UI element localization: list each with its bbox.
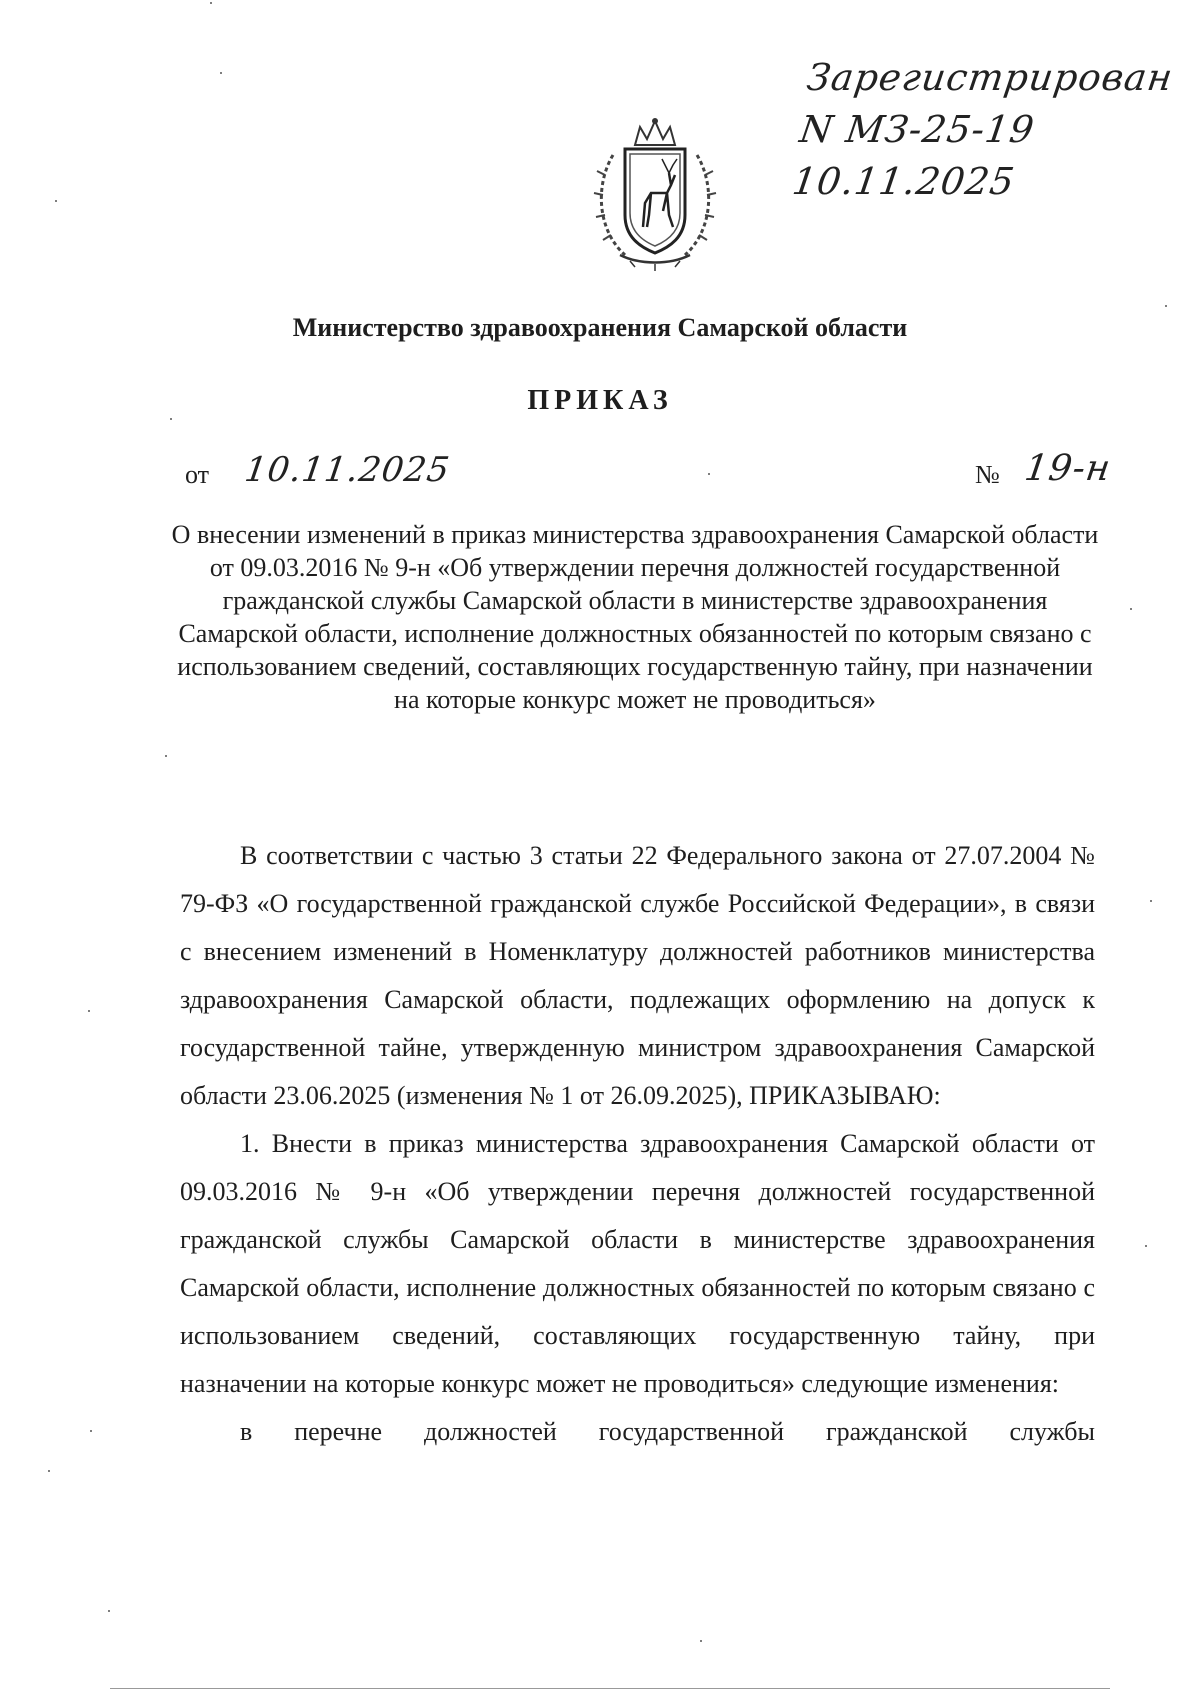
scan-speck	[220, 72, 222, 74]
scan-speck	[170, 418, 172, 420]
coat-of-arms-icon	[585, 115, 725, 275]
registration-number: N МЗ-25-19	[797, 108, 1038, 151]
scan-speck	[165, 755, 167, 757]
registration-stamp	[789, 52, 1176, 208]
body-paragraph-3: в перечне должностей государственной гражданской службы	[240, 1417, 1095, 1446]
date-prefix-label: от	[185, 460, 210, 489]
body-paragraph-2: 1. Внести в приказ министерства здравоохранения Самарской области от 09.03.2016 № 9-н «Об утверждении перечня должностей государственной гражданской службы Самарской области в министерстве здравоохранения Самарской области, исполнение должностных обязанностей по которым связано с использованием сведений, составляющих государственную тайну, при назначении на которые конкурс может не проводиться» следующие изменения:	[180, 1129, 1095, 1398]
registration-date: 10.11.2025	[789, 160, 1018, 203]
scan-speck	[700, 1640, 702, 1642]
order-subject: О внесении изменений в приказ министерства здравоохранения Самарской области от 09.03.2016 № 9-н «Об утверждении перечня должностей государственной гражданской службы Самарской области в министерстве здравоохранения Самарской области, исполнение должностных обязанностей по которым связано с использованием сведений, составляющих государственную тайну, при назначении на которые конкурс может не проводиться»	[171, 520, 1099, 714]
scan-speck	[708, 473, 710, 475]
order-body	[180, 832, 1095, 1456]
scan-speck	[1145, 1245, 1147, 1247]
document-type-heading: ПРИКАЗ	[527, 385, 673, 416]
scan-speck	[1130, 608, 1132, 610]
body-paragraph-1: В соответствии с частью 3 статьи 22 Федерального закона от 27.07.2004 № 79-ФЗ «О государственной гражданской службе Российской Федерации», в связи с внесением изменений в Номенклатуру должностей работников министерства здравоохранения Самарской области, подлежащих оформлению на допуск к государственной тайне, утвержденную министром здравоохранения Самарской области 23.06.2025 (изменения № 1 от 26.09.2025), ПРИКАЗЫВАЮ:	[180, 841, 1095, 1110]
scan-speck	[1165, 305, 1167, 307]
scan-speck	[55, 200, 57, 202]
number-prefix-label: №	[975, 460, 1000, 489]
scan-bottom-edge	[110, 1688, 1110, 1689]
scan-speck	[108, 1610, 110, 1612]
order-date: 10.11.2025	[242, 450, 453, 490]
scan-speck	[48, 1470, 50, 1472]
scan-speck	[1150, 900, 1152, 902]
scan-speck	[90, 1430, 92, 1432]
scan-speck	[210, 2, 212, 4]
scan-speck	[88, 1010, 90, 1012]
order-number: 19-н	[1022, 448, 1114, 489]
ministry-title: Министерство здравоохранения Самарской области	[292, 313, 908, 342]
registration-line-1: Зарегистрирован	[804, 56, 1176, 99]
